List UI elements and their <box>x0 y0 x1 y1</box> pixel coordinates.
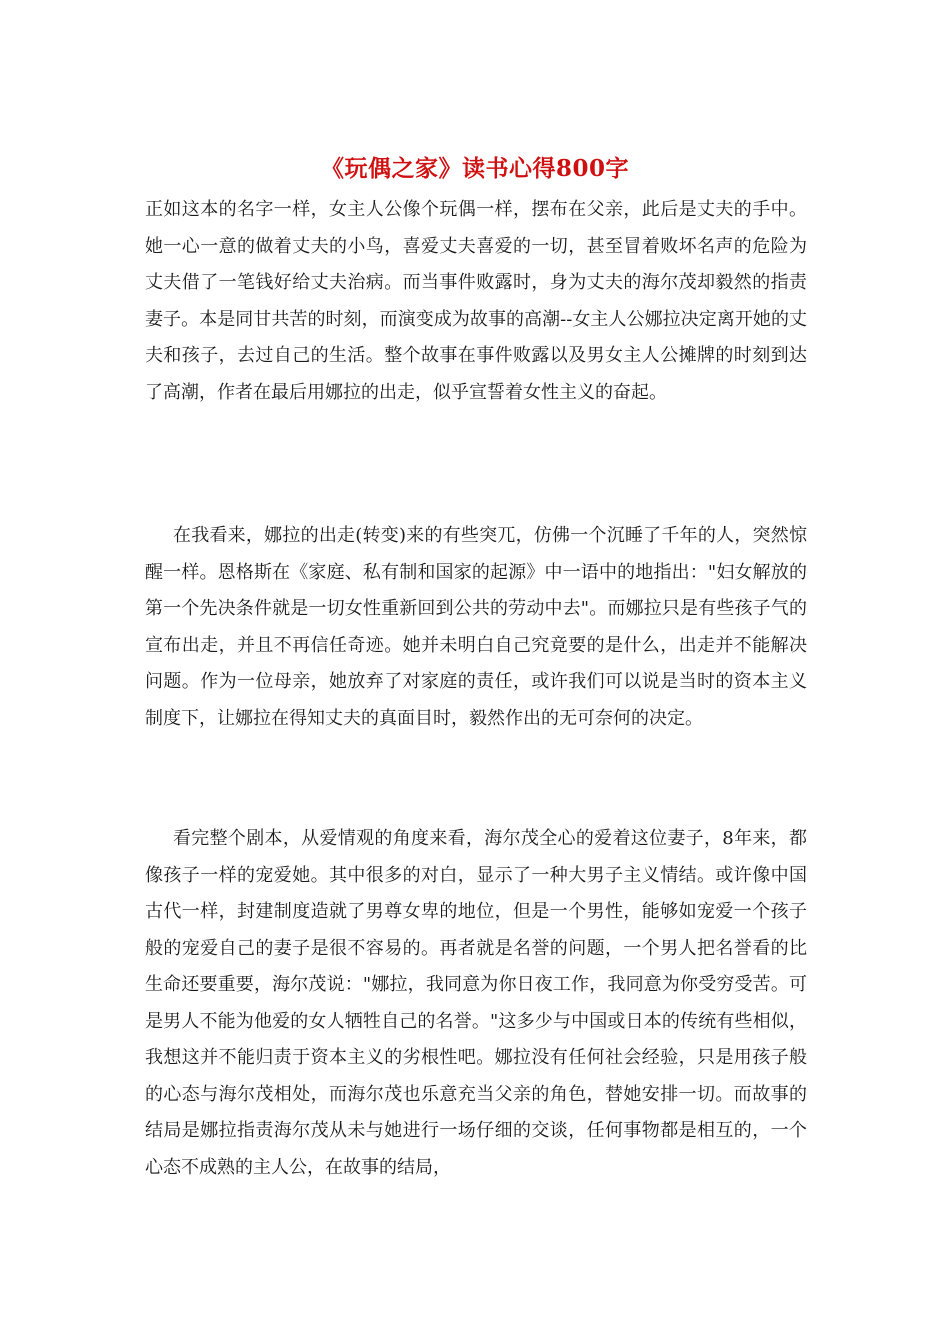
paragraph-2: 在我看来，娜拉的出走(转变)来的有些突兀，仿佛一个沉睡了千年的人，突然惊醒一样。恩格斯在《家庭、私有制和国家的起源》中一语中的地指出："妇女解放的第一个先决条件就是一切女性重新回到公共的劳动中去"。而娜拉只是有些孩子气的宣布出走，并且不再信任奇迹。她并未明白自己究竟要的是什么，出走并不能解决问题。作为一位母亲，她放弃了对家庭的责任，或许我们可以说是当时的资本主义制度下，让娜拉在得知丈夫的真面目时，毅然作出的无可奈何的决定。 <box>145 525 807 729</box>
document-title: 《玩偶之家》读书心得800字 <box>320 155 629 182</box>
paragraph-1: 正如这本的名字一样，女主人公像个玩偶一样，摆布在父亲，此后是丈夫的手中。她一心一意的做着丈夫的小鸟，喜爱丈夫喜爱的一切，甚至冒着败坏名声的危险为丈夫借了一笔钱好给丈夫治病。而当事件败露时，身为丈夫的海尔茂却毅然的指责妻子。本是同甘共苦的时刻，而演变成为故事的高潮--女主人公娜拉决定离开她的丈夫和孩子，去过自己的生活。整个故事在事件败露以及男女主人公摊牌的时刻到达了高潮，作者在最后用娜拉的出走，似乎宣誓着女性主义的奋起。 <box>145 199 807 403</box>
paragraph-3: 看完整个剧本，从爱情观的角度来看，海尔茂全心的爱着这位妻子，8年来，都像孩子一样的宠爱她。其中很多的对白，显示了一种大男子主义情结。或许像中国古代一样，封建制度造就了男尊女卑的地位，但是一个男性，能够如宠爱一个孩子般的宠爱自己的妻子是很不容易的。再者就是名誉的问题，一个男人把名誉看的比生命还要重要，海尔茂说："娜拉，我同意为你日夜工作，我同意为你受穷受苦。可是男人不能为他爱的女人牺牲自己的名誉。"这多少与中国或日本的传统有些相似，我想这并不能归责于资本主义的劣根性吧。娜拉没有任何社会经验，只是用孩子般的心态与海尔茂相处，而海尔茂也乐意充当父亲的角色，替她安排一切。而故事的结局是娜拉指责海尔茂从未与她进行一场仔细的交谈，任何事物都是相互的，一个心态不成熟的主人公，在故事的结局， <box>145 828 807 1178</box>
